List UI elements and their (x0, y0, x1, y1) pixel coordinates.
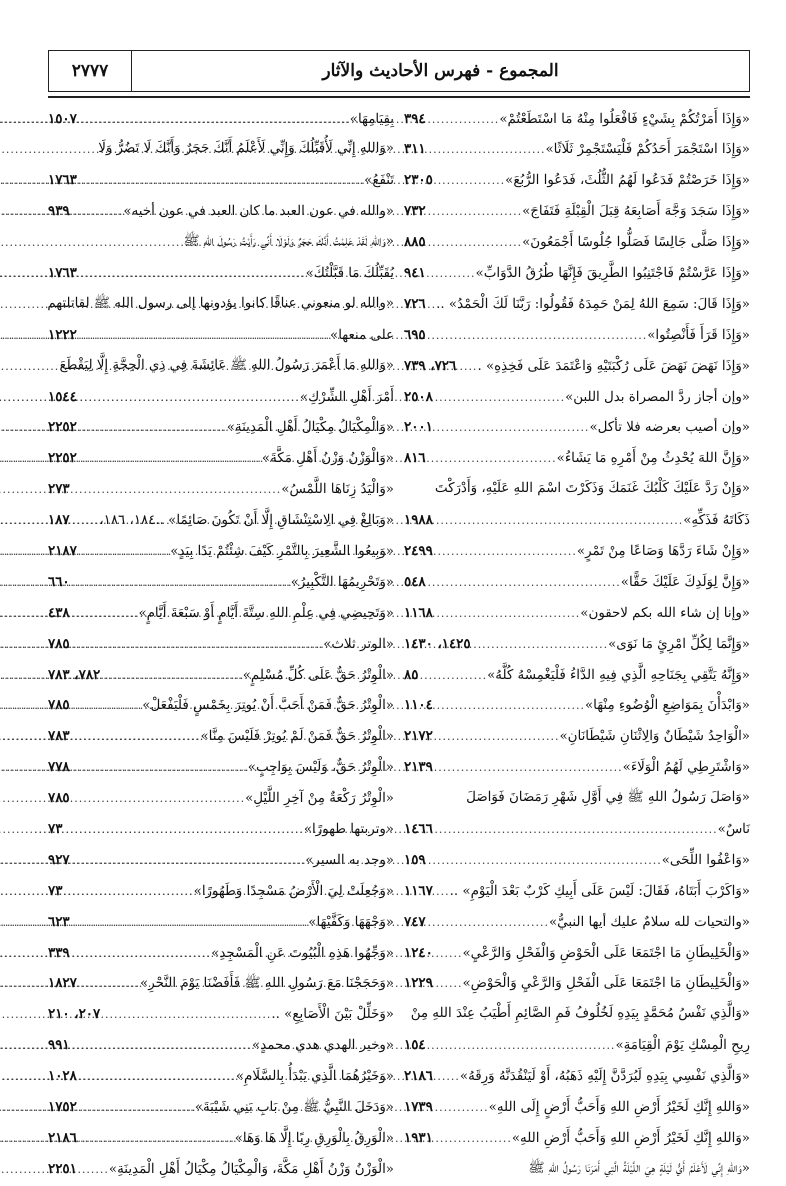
index-entry (48, 104, 394, 135)
entry-text: «وإن أصيب بعرضه فلا تأكل» (589, 420, 750, 436)
index-entry (404, 690, 750, 721)
leader-dots (435, 383, 565, 414)
entry-text: «الْوَرِقُ بِالْوَرِقِ رِبًا إِلَّا هَا وَهَا» (234, 1130, 394, 1146)
entry-text: «الْوَزْنُ وَزْنُ أَهْلِ مَكَّةَ، وَالْمِكْيَالُ مِكْيَالُ أَهْلِ الْمَدِينَةِ» (108, 1161, 394, 1177)
entry-text: «وَإِنَّ اللهَ يُحْدِثُ مِنْ أَمْرِهِ مَا يَشَاءُ» (556, 451, 750, 467)
entry-text: أَمْرَ أَهْلِ الشِّرْكِ» (299, 389, 394, 405)
entry-text: بِقِيَامِهَا» (349, 111, 394, 127)
index-entry (404, 999, 750, 1030)
leader-dots (428, 135, 546, 166)
entry-page-ref: ١٤٦٦ (404, 820, 433, 837)
leader-dots (435, 815, 718, 846)
index-entry (404, 1154, 750, 1185)
entry-page-ref: ٥٤٨ (404, 573, 426, 590)
index-entry (404, 1061, 750, 1092)
index-entry (48, 876, 394, 907)
entry-text: «وَالْخَلِيطَانِ مَا اجْتَمَعَا عَلَى الْفَحْلِ وَالرَّعْيِ وَالْحَوْضِ» (462, 976, 750, 992)
entry-page-ref: ٦٦٠ (48, 573, 70, 590)
entry-page-ref: ١٥٤ (404, 1037, 426, 1054)
entry-page-ref: ١٢٢٩ (404, 975, 433, 992)
leader-dots (72, 568, 291, 599)
entry-page-ref: ١٠٢٨ (48, 1068, 77, 1085)
leader-dots (79, 383, 300, 414)
entry-text: «وَاللهِ إِنَّكِ لَخَيْرُ أَرْضِ اللهِ وَأَحَبُّ أَرْضٍ إِلَى اللهِ» (488, 1100, 750, 1115)
leader-dots (428, 259, 476, 290)
entry-text: «وَإِنَّ لِوَلَدِكَ عَلَيْكَ حَقًّا» (620, 574, 750, 590)
entry-text: «وَاصَلَ رَسُولُ اللهِ ﷺ فِي أَوَّلِ شَهْرِ رَمَضَانَ فَوَاصَلَ (466, 790, 750, 806)
entry-page-ref: ٩٤١ (404, 264, 426, 281)
index-entry (404, 629, 750, 660)
leader-dots (428, 568, 621, 599)
index-entry (404, 382, 750, 413)
page-title: المجموع - فهرس الأحاديث والآثار (322, 61, 559, 81)
index-entry (404, 660, 750, 691)
entry-text: «وَتَحِيضِي فِي عِلْمِ اللهِ سِتَّةَ أَيَّامٍ أَوْ سَبْعَةَ أَيَّامٍ» (138, 605, 394, 621)
index-entry (404, 814, 750, 845)
index-entry (404, 134, 750, 165)
index-entry (48, 505, 394, 536)
index-entry (404, 783, 750, 814)
index-entry (48, 412, 394, 443)
entry-page-ref: ٣١١ (404, 141, 426, 158)
index-entry (404, 1030, 750, 1061)
entry-page-ref: ٢١٨٦ (404, 1068, 433, 1085)
index-entry (48, 968, 394, 999)
leader-dots (79, 259, 306, 290)
index-entry (404, 104, 750, 135)
index-entry (404, 351, 750, 382)
leader-dots (64, 815, 303, 846)
entry-page-ref: ٢١٨٦ (48, 1129, 77, 1146)
index-entry (404, 938, 750, 969)
index-entry (404, 721, 750, 752)
entry-text: «وَإِذَا عَرَّسْتُمْ فَاجْتَنِبُوا الطَّرِيقَ فَإِنَّهَا طُرُقُ الدَّوَابِّ» (475, 265, 750, 281)
entry-page-ref: ١٩٨٨ (404, 512, 433, 529)
index-entry (48, 1123, 394, 1154)
leader-dots (435, 877, 450, 908)
entry-text: «وَجْهَهَا وَكَفَّيْهَا» (308, 914, 394, 930)
index-entry (48, 1061, 394, 1092)
entry-text: «وَاللهِ إِنَّكِ لَخَيْرُ أَرْضِ اللهِ وَأَحَبُّ أَرْضِ اللهِ» (511, 1130, 750, 1146)
entry-page-ref: ٢١٣٩ (404, 759, 433, 776)
index-entry (48, 289, 394, 320)
leader-dots (428, 321, 648, 352)
entry-text: «وإن أجاز ردَّ المصراة بدل اللبن» (565, 389, 750, 405)
entry-text: «وَابْدَأْنَ بِمَوَاضِعِ الْوُضُوءِ مِنْهَا» (584, 698, 750, 714)
entry-text: «وَإِذَا سَجَدَ وَجَّهَ أَصَابِعَهُ قِبَلَ الْقِبْلَةِ فَتَفَاجَ» (522, 204, 750, 220)
entry-page-ref: ١٥٤٤ (48, 388, 77, 405)
leader-dots (435, 1062, 460, 1093)
index-entry (404, 968, 750, 999)
index-entry (48, 629, 394, 660)
entry-text: «وَاللهِ مَا أَعْمَرَ رَسُولُ اللهِ ﷺ عَائِشَةَ فِي ذِي الْحِجَّةِ إِلَّا لِيَقْطَعَ (59, 357, 394, 373)
index-entry (404, 227, 750, 258)
index-entry (48, 660, 394, 691)
entry-page-ref: ٧٢٦ (404, 295, 426, 312)
entry-page-ref: ٢٣٠٥ (404, 172, 433, 189)
index-entry (404, 474, 750, 505)
index-entry (404, 443, 750, 474)
index-entry (404, 258, 750, 289)
entry-text: «والله في عون العبد ما كان العبد في عون أخيه» (123, 204, 394, 220)
leader-dots (72, 1031, 252, 1062)
entry-text: «وَجُعِلَتْ لِيَ الْأَرْضُ مَسْجِدًا وَطَهُورًا» (193, 883, 394, 899)
index-entry (48, 443, 394, 474)
entry-page-ref: ٧٢٦، ٧٣٩ (404, 357, 457, 374)
leader-dots (428, 105, 500, 136)
leader-dots (473, 630, 609, 661)
leader-dots (79, 321, 330, 352)
leader-dots (72, 475, 282, 506)
leader-dots (435, 1093, 489, 1124)
leader-dots (79, 413, 227, 444)
index-columns (48, 104, 750, 1185)
index-entry (48, 907, 394, 938)
entry-text: «وَالَّذِي نَفْسُ مُحَمَّدٍ بِيَدِهِ لَخُلُوفُ فَمِ الصَّائِمِ أَطْيَبُ عِنْدَ اللهِ مِنْ (410, 1006, 750, 1022)
entry-text: نَاسٌ» (717, 821, 750, 837)
entry-text: «وَاشْتَرِطِي لَهُمُ الْوَلَاءَ» (622, 760, 750, 776)
entry-page-ref: ٧٧٨ (48, 759, 70, 776)
entry-text: «وَاللهِ إِنِّي لَأُقَبِّلُكَ وَإِنِّي لَأَعْلَمُ أَنَّكَ حَجَرٌ وَأَنَّكَ لَا تَضُرُّ وَلَا (98, 141, 394, 157)
header-rule (48, 96, 750, 98)
entry-text: رِيحِ الْمِسْكِ يَوْمَ الْقِيَامَةِ» (615, 1038, 750, 1054)
entry-page-ref: ١٧٦٣ (48, 264, 77, 281)
entry-text: «وَإِذَا نَهَضَ نَهَضَ عَلَى رُكْبَتَيْهِ وَاعْتَمَدَ عَلَى فَخِذِهِ» . (477, 358, 750, 374)
entry-text: «وَجِّهُوا هَذِهِ الْبُيُوتَ عَنِ الْمَسْجِدِ» (211, 945, 394, 961)
entry-page-ref: ٢٥٠٨ (404, 388, 433, 405)
entry-page-ref: ١١٦٨ (404, 604, 433, 621)
entry-page-ref: ٧٣٢ (404, 203, 426, 220)
entry-page-ref: ١٥٠٧ (48, 110, 77, 127)
entry-page-ref: ١٩٣١ (404, 1129, 433, 1146)
index-entry (48, 258, 394, 289)
entry-text: «والتحيات لله سلامٌ عليك أيها النبيُّ» (548, 914, 750, 930)
index-entry (404, 876, 750, 907)
entry-text: «وَإِنْ شَاءَ رَدَّهَا وَصَاعًا مِنْ تَمْرٍ» (576, 543, 750, 559)
leader-dots (428, 197, 523, 228)
index-entry (48, 320, 394, 351)
entry-page-ref: ٢٢٥٢ (48, 450, 77, 467)
leader-dots (428, 1031, 616, 1062)
entry-text: «وَاللهِ لَقَدْ عَلِمْتُ أَنَّكَ حَجَرٌ وَلَوْلَا أَنِّي رَأَيْتُ رَسُولَ اللهِ ﷺ (183, 234, 394, 250)
entry-text: تَنْفَعُ» (364, 173, 394, 189)
index-entry (48, 690, 394, 721)
index-entry (404, 907, 750, 938)
leader-dots (72, 722, 201, 753)
index-entry (48, 567, 394, 598)
leader-dots (72, 908, 309, 939)
leader-dots (435, 599, 581, 630)
index-entry (48, 814, 394, 845)
entry-page-ref: ١٨٧ (48, 512, 70, 529)
leader-dots (435, 722, 560, 753)
entry-text: «وخير الهدي هدي محمدٍ» (252, 1038, 394, 1054)
entry-text: «وَإِذَا قَرَأَ فَأَنْصِتُوا» (647, 327, 750, 343)
index-entry (48, 351, 394, 382)
entry-page-ref: ٧٣ (48, 882, 63, 899)
entry-page-ref: ١١٠٤ (404, 697, 433, 714)
leader-dots (428, 228, 522, 259)
index-entry (48, 134, 394, 165)
entry-page-ref: ٣٩٤ (404, 110, 426, 127)
entry-text: «وإنا إن شاء الله بكم لاحقون» (580, 605, 750, 621)
entry-page-ref: ٢٠٧، ٢١٠ (48, 1006, 101, 1023)
entry-text: «وَالْوَزْنُ وَزْنُ أَهْلِ مَكَّةَ» (261, 451, 394, 467)
leader-dots (435, 753, 623, 784)
entry-text: «وَإِذَا قَالَ: سَمِعَ اللهُ لِمَنْ حَمِدَهُ فَقُولُوا: رَبَّنَا لَكَ الْحَمْدُ» .. (436, 296, 750, 312)
leader-dots (428, 908, 549, 939)
leader-dots (79, 105, 350, 136)
leader-dots (79, 166, 364, 197)
entry-page-ref: ١٤٢٥، ١٤٣٠ (404, 635, 471, 652)
entry-text: «وَالْمِكْيَالُ مِكْيَالُ أَهْلِ الْمَدِينَةِ» (226, 420, 394, 436)
index-entry (48, 196, 394, 227)
index-entry (48, 721, 394, 752)
entry-text: على منعها» (330, 327, 394, 343)
page-number: ٢٧٧٧ (49, 51, 132, 91)
index-entry (404, 845, 750, 876)
leader-dots (72, 784, 246, 815)
entry-text: «وَإِذَا خَرَصْتُمْ فَدَعُوا لَهُمُ الثُّلُثَ، فَدَعُوا الرُّبُعَ» (505, 173, 750, 189)
entry-text: «وَاللهِ إِنِّي لَأَعْلَمُ أَيُّ لَيْلَةٍ هِيَ اللَّيْلَةُ الَّتِي أَمَرَنَا رَسُولُ اللهِ ﷺ (528, 1160, 750, 1176)
entry-page-ref: ٦٢٣ (48, 913, 70, 930)
leader-dots (72, 753, 248, 784)
entry-text: «وَدَخَلَ النَّبِيُّ ﷺ مِنْ بَابِ بَنِي شَيْبَةَ» (194, 1100, 394, 1115)
entry-text: «وَإِذَا صَلَّى جَالِسًا فَصَلُّوا جُلُوسًا أَجْمَعُونَ» (522, 235, 750, 251)
entry-page-ref: ١٢٤٠ (404, 944, 433, 961)
entry-page-ref: ١٧٥٢ (48, 1099, 77, 1115)
entry-text: «وَالْيَدُ زِنَاهَا اللَّمْسُ» (281, 482, 394, 498)
leader-dots (435, 166, 505, 197)
entry-page-ref: ٧٤٧ (404, 913, 426, 930)
entry-page-ref: ٩٢٧ (48, 851, 70, 868)
leader-dots (428, 444, 557, 475)
index-entry (48, 938, 394, 969)
leader-dots (435, 537, 577, 568)
entry-text: «وَبَالِغْ فِي الِاسْتِنْشَاقِ إِلَّا أَنْ تَكُونَ صَائِمًا» ..١٨٤، ١٨٦، (99, 513, 394, 529)
entry-text: «وَحَجَجْنَا مَعَ رَسُولِ اللهِ ﷺ فَأَفَضْنَا يَوْمَ النَّحْرِ» (140, 976, 394, 992)
leader-dots (102, 661, 243, 692)
index-entry (404, 1123, 750, 1154)
leader-dots (72, 691, 143, 722)
entry-text: «وَإِذَا اسْتَجْمَرَ أَحَدُكُمْ فَلْيَسْتَجْمِرْ ثَلَاثًا» (545, 142, 750, 158)
index-entry (404, 1092, 750, 1123)
leader-dots (435, 413, 590, 444)
index-entry (48, 598, 394, 629)
index-entry (404, 598, 750, 629)
entry-page-ref: ٨٨٥ (404, 234, 426, 251)
index-entry (48, 474, 394, 505)
leader-dots (79, 444, 262, 475)
entry-page-ref: ٣٣٩ (48, 944, 70, 961)
entry-page-ref: ٢٤٩٩ (404, 542, 433, 559)
entry-text: «الْوَاحِدُ شَيْطَانٌ وَالِاثْنَانِ شَيْطَانَانِ» (559, 729, 750, 745)
entry-page-ref: ١٥٩ (404, 851, 426, 868)
index-entry (404, 752, 750, 783)
entry-text: «الْوِتْرُ حَقٌّ فَمَنْ لَمْ يُوتِرْ فَلَيْسَ مِنَّا» (200, 729, 394, 745)
right-column (404, 104, 750, 1185)
entry-page-ref: ٧٣ (48, 820, 63, 837)
entry-text: «وَالَّذِي نَفْسِي بِيَدِهِ لَيُرَدَّنَّ إِلَيْهِ ذَهَبُهُ، أَوْ لَيَنْقُدَنَّهُ وَرِقَهُ» (459, 1069, 750, 1085)
leader-dots (420, 661, 487, 692)
entry-text: «وَخَيْرُهُمَا الَّذِي يَبْدَأُ بِالسَّلَامِ» (235, 1069, 394, 1085)
index-entry (48, 382, 394, 413)
entry-text: «الوتر ثلاث» (323, 636, 394, 652)
entry-page-ref: ٧٨٥ (48, 790, 70, 807)
index-entry (404, 412, 750, 443)
entry-page-ref: ٢١٨٧ (48, 542, 77, 559)
entry-page-ref: ٦٩٥ (404, 326, 426, 343)
page-header (48, 50, 750, 92)
index-page (48, 50, 750, 1185)
index-entry (404, 536, 750, 567)
entry-page-ref: ٨١٦ (404, 450, 426, 467)
entry-page-ref: ٧٨٢، ٧٨٣ (48, 666, 101, 683)
entry-text: «والله لو منعوني عناقًا كانوا يؤدونها إلى رسول الله ﷺ لقاتلتهم (47, 295, 394, 311)
entry-text: يُقَبِّلُكَ مَا قَبَّلْتُكَ» (305, 265, 394, 281)
leader-dots (72, 197, 124, 228)
entry-text: «الْوِتْرُ حَقٌّ فَمَنْ أَحَبَّ أَنْ يُوتِرَ بِخَمْسٍ فَلْيَفْعَلْ» (142, 698, 394, 714)
leader-dots (79, 537, 171, 568)
entry-text: «وَاكَرْبَ أَبَتَاهُ، فَقَالَ: لَيْسَ عَلَى أَبِيكِ كَرْبٌ بَعْدَ الْيَوْمِ» .. (449, 883, 750, 899)
entry-page-ref: ٧٨٣ (48, 728, 70, 745)
leader-dots (79, 969, 140, 1000)
entry-text: «وَبِيعُوا الشَّعِيرَ بِالتَّمْرِ كَيْفَ شِئْتُمْ يَدًا بِيَدٍ» (170, 543, 394, 559)
entry-text: «وَإِنَّمَا لِكُلِّ امْرِئٍ مَا نَوَى» (608, 636, 750, 652)
leader-dots (428, 290, 437, 321)
leader-dots (79, 1155, 109, 1186)
entry-page-ref: ٩٣٩ (48, 203, 70, 220)
index-entry (48, 845, 394, 876)
entry-text: «وَخَلِّلْ بَيْنَ الْأَصَابِعِ» .. (271, 1007, 394, 1023)
leader-dots (102, 1000, 271, 1031)
leader-dots (435, 939, 463, 970)
entry-text: ذَكَاتَهُ فَذَكِّهِ» (683, 513, 750, 529)
index-entry (48, 1030, 394, 1061)
leader-dots (428, 846, 662, 877)
entry-text: «وَتَحْرِيمُهَا التَّكْبِيرُ» (290, 574, 394, 590)
entry-text: «وتربتها طهورًا» (303, 821, 394, 837)
leader-dots (435, 691, 585, 722)
entry-page-ref: ١٢٢٢ (48, 326, 77, 343)
leader-dots (72, 599, 139, 630)
entry-page-ref: ٧٨٥ (48, 697, 70, 714)
index-entry (404, 196, 750, 227)
index-entry (404, 320, 750, 351)
entry-text: «وَإِنَّهُ يَتَّقِي بِجَنَاحِهِ الَّذِي فِيهِ الدَّاءُ فَلْيَغْمِسْهُ كُلَّهُ» (487, 667, 750, 683)
leader-dots (79, 1062, 236, 1093)
leader-dots (435, 969, 463, 1000)
entry-page-ref: ١١٦٧ (404, 882, 433, 899)
index-entry (404, 289, 750, 320)
index-entry (48, 165, 394, 196)
leader-dots (72, 846, 306, 877)
index-entry (48, 999, 394, 1030)
leader-dots (72, 630, 324, 661)
entry-text: «وَإِذَا أَمَرْتُكُمْ بِشَيْءٍ فَافْعَلُوا مِنْهُ مَا اسْتَطَعْتُمْ» (499, 111, 750, 127)
entry-text: «وَاعْفُوا اللِّحَى» (661, 852, 750, 868)
index-entry (48, 1092, 394, 1123)
index-entry (48, 1154, 394, 1185)
leader-dots (79, 1093, 195, 1124)
entry-text: «وجد به السير» (305, 852, 394, 868)
entry-text: «الْوِتْرُ رَكْعَةٌ مِنْ آخِرِ اللَّيْلِ» (245, 791, 394, 807)
entry-page-ref: ٨٥ (404, 666, 419, 683)
index-entry (404, 567, 750, 598)
leader-dots (435, 1124, 512, 1155)
entry-page-ref: ٢٢٥٢ (48, 419, 77, 436)
entry-page-ref: ٢٢٥١ (48, 1160, 77, 1177)
leader-dots (72, 506, 100, 537)
entry-text: «وَالْخَلِيطَانِ مَا اجْتَمَعَا عَلَى الْحَوْضِ وَالْفَحْلِ وَالرَّعْيِ» (462, 945, 750, 961)
index-entry (404, 505, 750, 536)
entry-text: «وَإِنْ رَدَّ عَلَيْكَ كَلْبُكَ غَنَمَكَ وَذَكَرْتَ اسْمَ اللهِ عَلَيْهِ، وَأَدْرَكْتَ (434, 481, 750, 497)
index-entry (404, 165, 750, 196)
entry-page-ref: ٧٨٥ (48, 635, 70, 652)
index-entry (48, 752, 394, 783)
entry-text: «الْوِتْرُ حَقٌّ عَلَى كُلِّ مُسْلِمٍ» (242, 667, 394, 683)
index-entry (48, 783, 394, 814)
leader-dots (64, 877, 193, 908)
left-column (48, 104, 394, 1185)
leader-dots (435, 506, 683, 537)
entry-page-ref: ١٧٦٣ (48, 172, 77, 189)
entry-page-ref: ١٧٣٩ (404, 1099, 433, 1115)
index-entry (48, 536, 394, 567)
leader-dots (72, 939, 212, 970)
entry-page-ref: ٢١٧٢ (404, 728, 433, 745)
entry-page-ref: ١٨٢٧ (48, 975, 77, 992)
entry-page-ref: ٩٩١ (48, 1037, 70, 1054)
entry-page-ref: ٢٠٠١ (404, 419, 433, 436)
leader-dots (458, 352, 477, 383)
entry-text: «الْوِتْرُ حَقٌّ، وَلَيْسَ بِوَاجِبٍ» (247, 760, 394, 776)
entry-page-ref: ٤٣٨ (48, 604, 70, 621)
index-entry (48, 227, 394, 258)
leader-dots (79, 1124, 235, 1155)
entry-page-ref: ٢٧٣ (48, 481, 70, 498)
